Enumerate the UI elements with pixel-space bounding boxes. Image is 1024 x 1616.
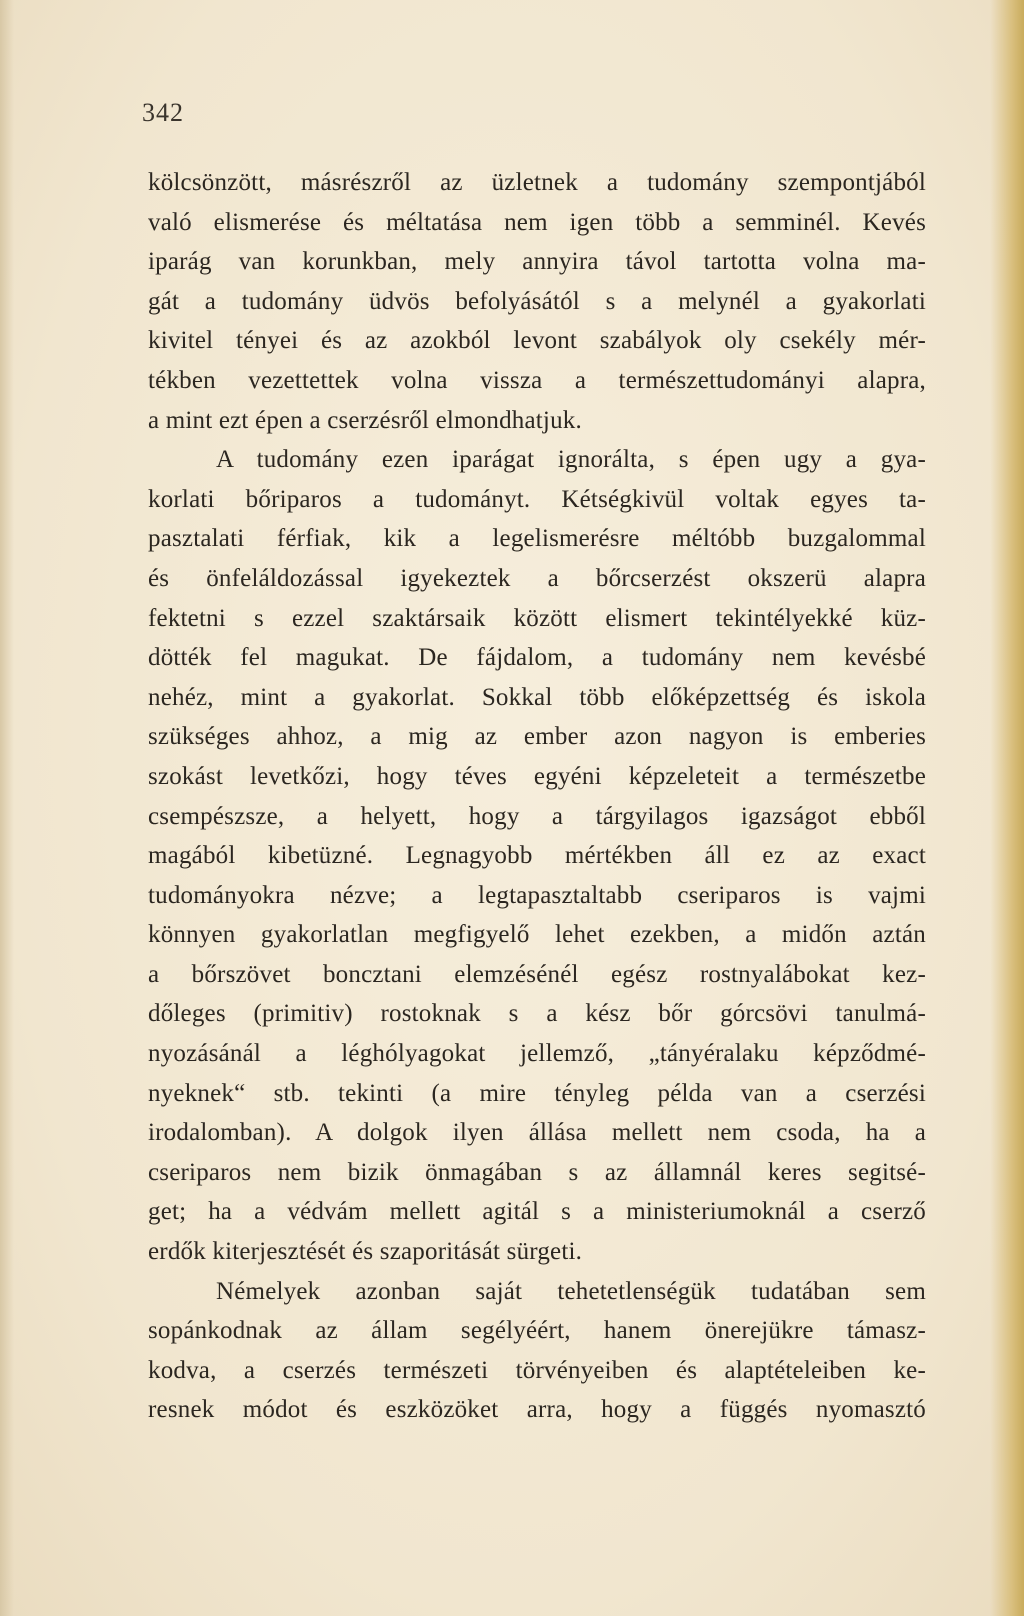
- text-line: való elismerése és méltatása nem igen több a semminél. Kevés: [148, 208, 926, 236]
- paragraph-first-line: A tudomány ezen iparágat ignorálta, s épen ugy a gya-: [216, 446, 926, 474]
- page-left-shadow: [0, 0, 14, 1616]
- text-line: kölcsönzött, másrészről az üzletnek a tudomány szempontjából: [148, 169, 926, 196]
- text-line: tékben vezettettek volna vissza a természettudományi alapra,: [148, 366, 926, 394]
- body-text: [148, 163, 926, 1430]
- text-line: get; ha a védvám mellett agitál s a ministeriumoknál a cserző: [148, 1198, 926, 1226]
- text-line: fektetni s ezzel szaktársaik között elismert tekintélyekké küz-: [148, 604, 926, 632]
- text-line: nyeknek“ stb. tekinti (a mire tényleg példa van a cserzési: [148, 1079, 926, 1107]
- text-line: kodva, a cserzés természeti törvényeiben és alaptételeiben ke-: [148, 1356, 926, 1384]
- text-line: korlati bőriparos a tudományt. Kétségkivül voltak egyes ta-: [148, 485, 926, 513]
- text-line: dötték fel magukat. De fájdalom, a tudomány nem kevésbé: [148, 644, 926, 672]
- text-line: irodalomban). A dolgok ilyen állása mellett nem csoda, ha a: [148, 1119, 926, 1147]
- page-right-edge-stain: [990, 0, 1024, 1616]
- paragraph-first-line: Némelyek azonban saját tehetetlenségük tudatában sem: [216, 1277, 926, 1305]
- text-line: nyozásánál a léghólyagokat jellemző, „tányéralaku képződmé-: [148, 1040, 926, 1068]
- text-line: könnyen gyakorlatlan megfigyelő lehet ezekben, a midőn aztán: [148, 921, 926, 949]
- text-line: resnek módot és eszközöket arra, hogy a függés nyomasztó: [148, 1396, 926, 1424]
- text-line: gát a tudomány üdvös befolyásától s a melynél a gyakorlati: [148, 287, 926, 315]
- text-line: kivitel tényei és az azokból levont szabályok oly csekély mér-: [148, 327, 926, 355]
- text-line: a mint ezt épen a cserzésről elmondhatjuk.: [148, 406, 582, 434]
- text-line: a bőrszövet boncztani elemzésénél egész rostnyalábokat kez-: [148, 960, 926, 988]
- text-line: nehéz, mint a gyakorlat. Sokkal több előképzettség és iskola: [148, 683, 926, 711]
- text-line: magából kibetüzné. Legnagyobb mértékben áll ez az exact: [148, 842, 926, 870]
- text-line: szükséges ahhoz, a mig az ember azon nagyon is emberies: [148, 723, 926, 751]
- page-number: 342: [142, 98, 184, 127]
- text-line: erdők kiterjesztését és szaporitását sürgeti.: [148, 1238, 583, 1266]
- text-line: szokást levetkőzi, hogy téves egyéni képzeleteit a természetbe: [148, 762, 926, 790]
- text-line: dőleges (primitiv) rostoknak s a kész bőr górcsövi tanulmá-: [148, 1000, 926, 1028]
- text-line: és önfeláldozással igyekeztek a bőrcserzést okszerü alapra: [148, 564, 926, 592]
- text-line: cseriparos nem bizik önmagában s az államnál keres segitsé-: [148, 1158, 926, 1186]
- text-line: csempészsze, a helyett, hogy a tárgyilagos igazságot ebből: [148, 802, 926, 830]
- text-line: pasztalati férfiak, kik a legelismerésre méltóbb buzgalommal: [148, 525, 926, 553]
- text-line: tudományokra nézve; a legtapasztaltabb cseriparos is vajmi: [148, 881, 926, 909]
- text-line: sopánkodnak az állam segélyéért, hanem önerejükre támasz-: [148, 1317, 926, 1345]
- text-line: iparág van korunkban, mely annyira távol tartotta volna ma-: [148, 248, 926, 276]
